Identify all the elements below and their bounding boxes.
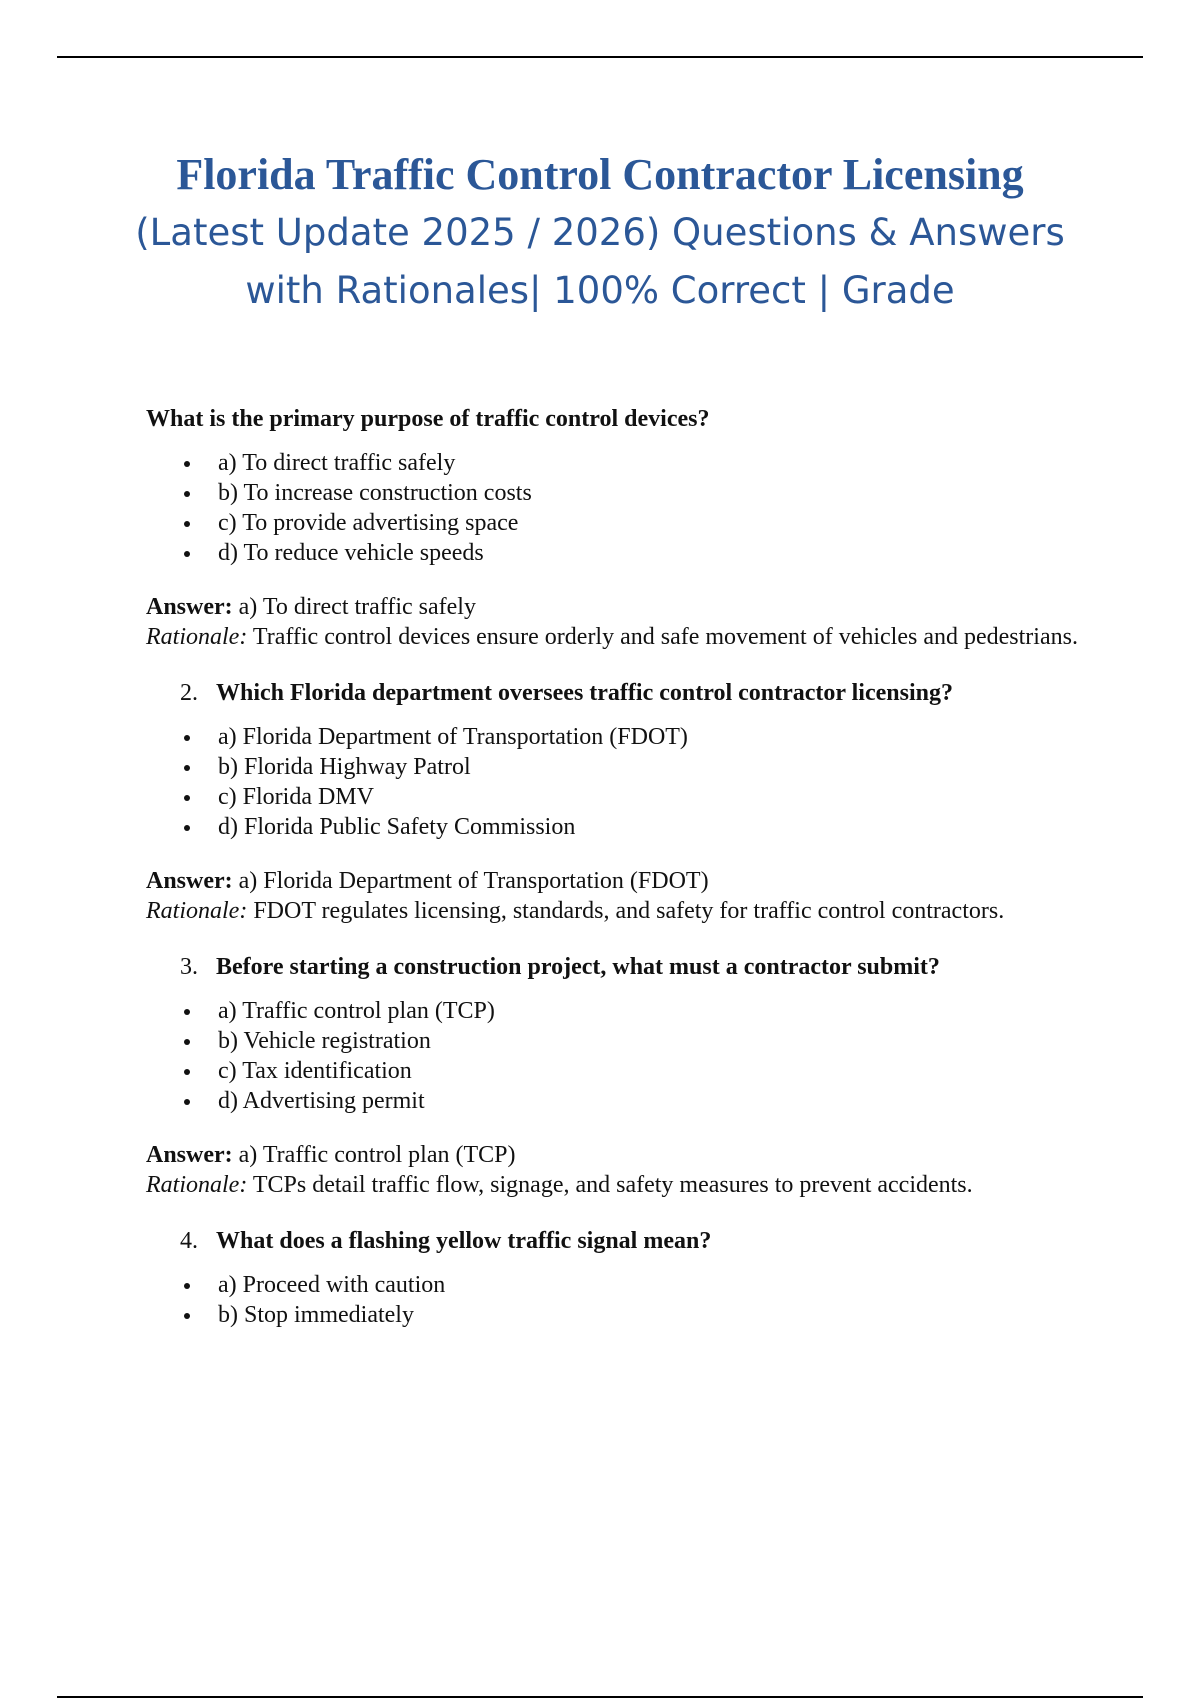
answer-label: Answer: xyxy=(146,1142,233,1168)
question-heading xyxy=(180,678,1146,708)
rationale-text: TCPs detail traffic flow, signage, and safety measures to prevent accidents. xyxy=(247,1172,973,1198)
option-item: c) Florida DMV xyxy=(146,782,1146,812)
answer-text: a) Traffic control plan (TCP) xyxy=(232,1142,516,1168)
option-item: b) Stop immediately xyxy=(146,1300,1146,1330)
option-item: c) Tax identification xyxy=(146,1056,1146,1086)
question-block-2 xyxy=(146,678,1146,926)
option-item: b) To increase construction costs xyxy=(146,478,1146,508)
rationale-label: Rationale: xyxy=(146,1172,248,1198)
question-text: Which Florida department oversees traffic control contractor licensing? xyxy=(216,680,953,706)
question-block-1 xyxy=(146,404,1146,652)
rationale-line xyxy=(146,1170,1146,1200)
option-item: d) To reduce vehicle speeds xyxy=(146,538,1146,568)
question-number: 3. xyxy=(180,954,198,980)
document-title xyxy=(0,146,1200,320)
option-item: d) Advertising permit xyxy=(146,1086,1146,1116)
title-line-3: with Rationales| 100% Correct | Grade xyxy=(245,269,955,312)
answer-line xyxy=(146,1140,1146,1170)
questions-content xyxy=(146,404,1146,1354)
answer-label: Answer: xyxy=(146,594,233,620)
option-item: b) Vehicle registration xyxy=(146,1026,1146,1056)
rationale-text: Traffic control devices ensure orderly and safe movement of vehicles and pedestrians. xyxy=(247,624,1078,650)
answer-block xyxy=(146,866,1146,926)
answer-block xyxy=(146,592,1146,652)
question-number: 2. xyxy=(180,680,198,706)
option-item: a) Traffic control plan (TCP) xyxy=(146,996,1146,1026)
option-item: a) Proceed with caution xyxy=(146,1270,1146,1300)
answer-label: Answer: xyxy=(146,868,233,894)
answer-line xyxy=(146,592,1146,622)
rationale-line xyxy=(146,896,1146,926)
question-block-4 xyxy=(146,1226,1146,1330)
option-item: d) Florida Public Safety Commission xyxy=(146,812,1146,842)
rationale-text: FDOT regulates licensing, standards, and safety for traffic control contractors. xyxy=(247,898,1005,924)
rationale-label: Rationale: xyxy=(146,898,248,924)
option-item: c) To provide advertising space xyxy=(146,508,1146,538)
options-list xyxy=(146,1270,1146,1330)
question-number: 4. xyxy=(180,1228,198,1254)
rationale-line xyxy=(146,622,1146,652)
bottom-rule xyxy=(57,1696,1143,1698)
question-text: Before starting a construction project, what must a contractor submit? xyxy=(216,954,940,980)
question-heading xyxy=(180,1226,1146,1256)
answer-text: a) Florida Department of Transportation (FDOT) xyxy=(232,868,709,894)
options-list xyxy=(146,722,1146,842)
answer-block xyxy=(146,1140,1146,1200)
rationale-label: Rationale: xyxy=(146,624,248,650)
options-list xyxy=(146,448,1146,568)
top-rule xyxy=(57,56,1143,58)
answer-line xyxy=(146,866,1146,896)
question-block-3 xyxy=(146,952,1146,1200)
option-item: a) Florida Department of Transportation (FDOT) xyxy=(146,722,1146,752)
answer-text: a) To direct traffic safely xyxy=(232,594,476,620)
title-line-1: Florida Traffic Control Contractor Licensing xyxy=(176,150,1024,199)
option-item: a) To direct traffic safely xyxy=(146,448,1146,478)
question-text: What is the primary purpose of traffic control devices? xyxy=(146,406,710,432)
options-list xyxy=(146,996,1146,1116)
option-item: b) Florida Highway Patrol xyxy=(146,752,1146,782)
question-heading xyxy=(180,952,1146,982)
question-text: What does a flashing yellow traffic signal mean? xyxy=(216,1228,712,1254)
title-line-2: (Latest Update 2025 / 2026) Questions & Answers xyxy=(135,211,1065,254)
